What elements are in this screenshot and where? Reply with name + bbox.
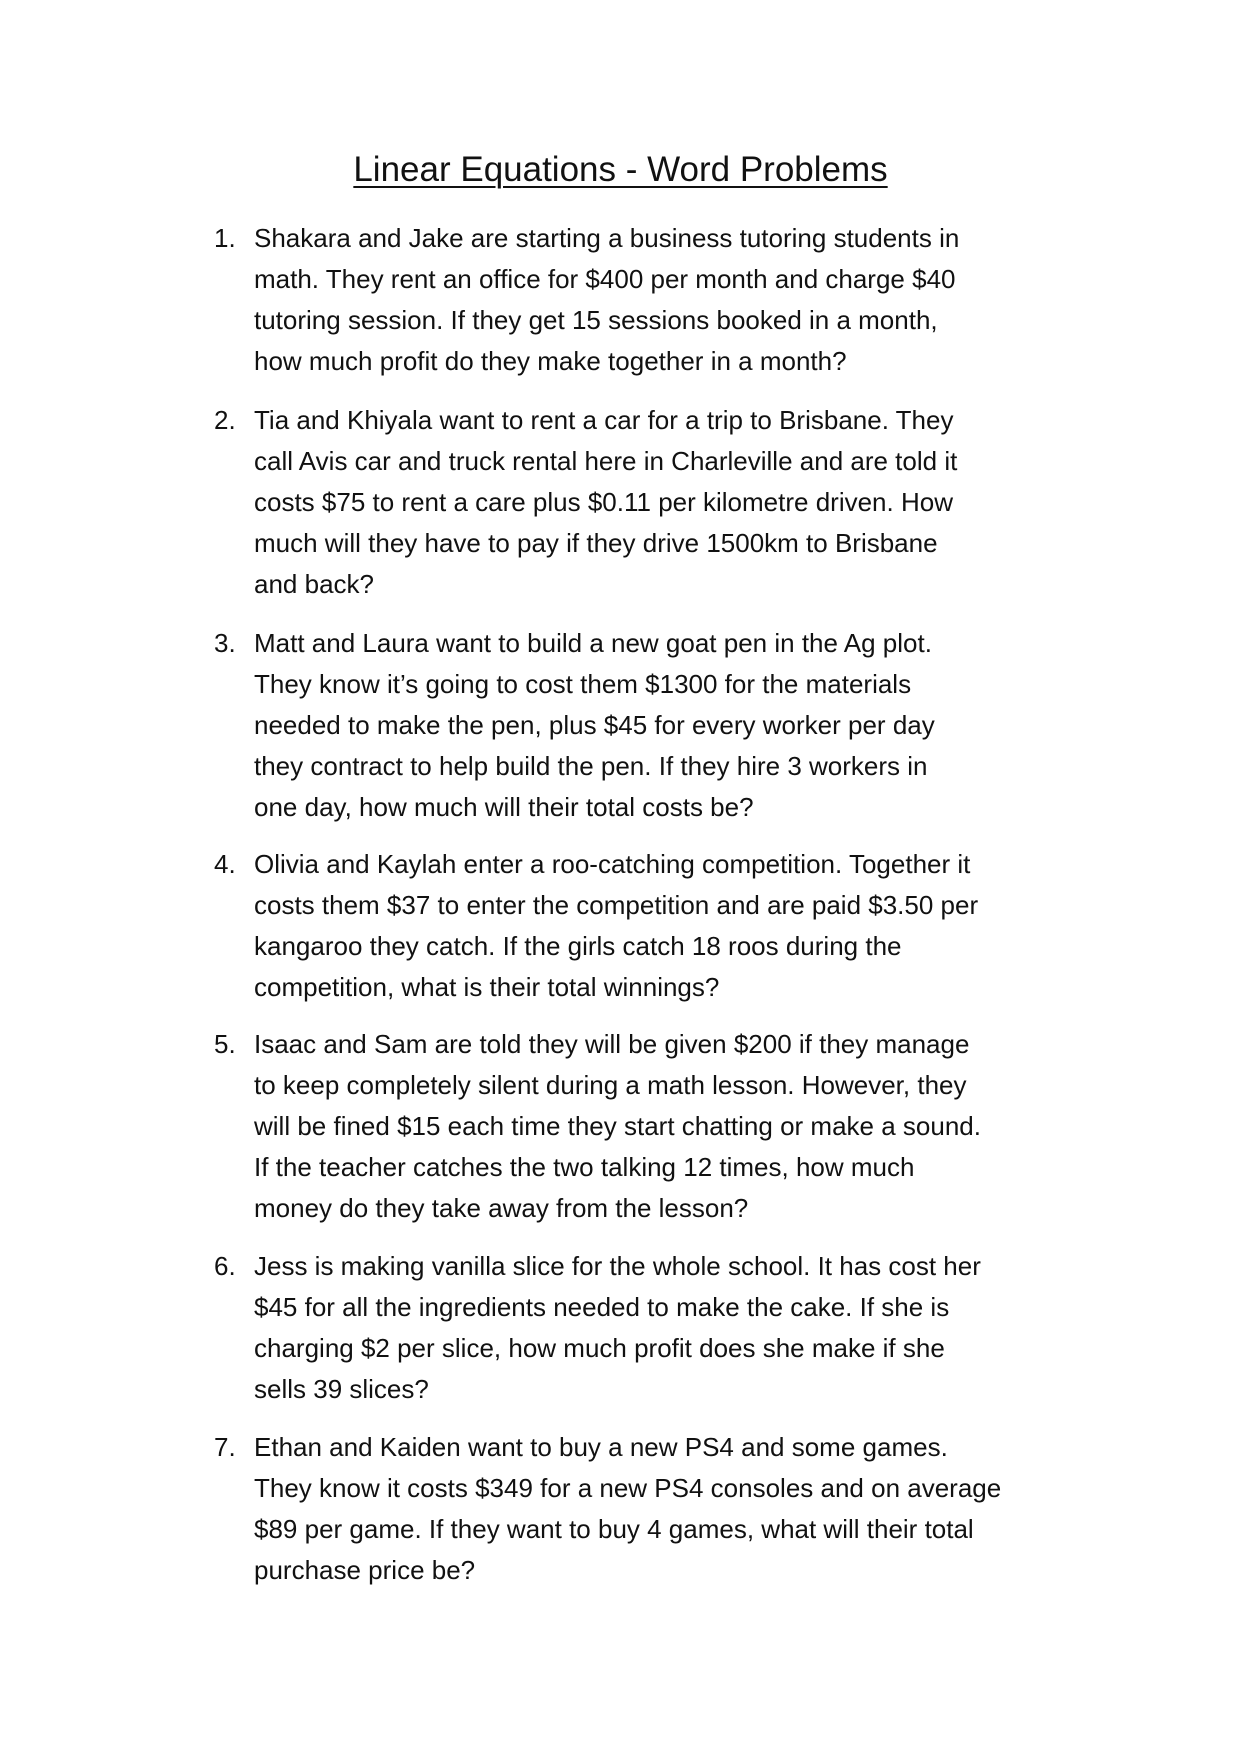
problem-text: Isaac and Sam are told they will be given $200 if they manage to keep completely silent during a math lesson. However, they will be fined $15 each time they start chatting or make a sound. If the teacher catches the two talking 12 times, how much money do they take away from the lesson?: [254, 1029, 981, 1223]
problem-number: 2.: [214, 405, 236, 435]
problem-item: [214, 623, 1084, 828]
problem-text: Tia and Khiyala want to rent a car for a trip to Brisbane. They call Avis car and truck rental here in Charleville and are told it costs $75 to rent a care plus $0.11 per kilometre driven. How much will they have to pay if they drive 1500km to Brisbane and back?: [254, 405, 958, 599]
problem-item: [214, 844, 1084, 1008]
problem-text: Ethan and Kaiden want to buy a new PS4 and some games. They know it costs $349 for a new PS4 consoles and on average $89 per game. If they want to buy 4 games, what will their total purchase price be?: [254, 1432, 1002, 1585]
problem-item: [214, 1024, 1084, 1229]
problem-number: 6.: [214, 1251, 236, 1281]
problem-text: Jess is making vanilla slice for the whole school. It has cost her $45 for all the ingredients needed to make the cake. If she is charging $2 per slice, how much profit does she make if she sells 39 slices?: [254, 1251, 981, 1404]
problem-text: Matt and Laura want to build a new goat pen in the Ag plot. They know it’s going to cost them $1300 for the materials needed to make the pen, plus $45 for every worker per day they contract to help build the pen. If they hire 3 workers in one day, how much will their total costs be?: [254, 628, 935, 822]
page-title: [0, 148, 1241, 192]
problem-number: 4.: [214, 849, 236, 879]
problem-number: 5.: [214, 1029, 236, 1059]
problem-number: 7.: [214, 1432, 236, 1462]
problem-number: 3.: [214, 628, 236, 658]
problem-item: [214, 400, 1084, 605]
problem-text: Olivia and Kaylah enter a roo-catching competition. Together it costs them $37 to enter the competition and are paid $3.50 per kangaroo they catch. If the girls catch 18 roos during the competition, what is their total winnings?: [254, 849, 979, 1002]
problem-item: [214, 218, 1084, 382]
page-title-text: Linear Equations - Word Problems: [353, 150, 888, 189]
problem-item: [214, 1427, 1084, 1591]
problem-number: 1.: [214, 223, 236, 253]
problem-item: [214, 1246, 1084, 1410]
problem-text: Shakara and Jake are starting a business tutoring students in math. They rent an office for $400 per month and charge $40 tutoring session. If they get 15 sessions booked in a month, how much profit do they make together in a month?: [254, 223, 960, 376]
